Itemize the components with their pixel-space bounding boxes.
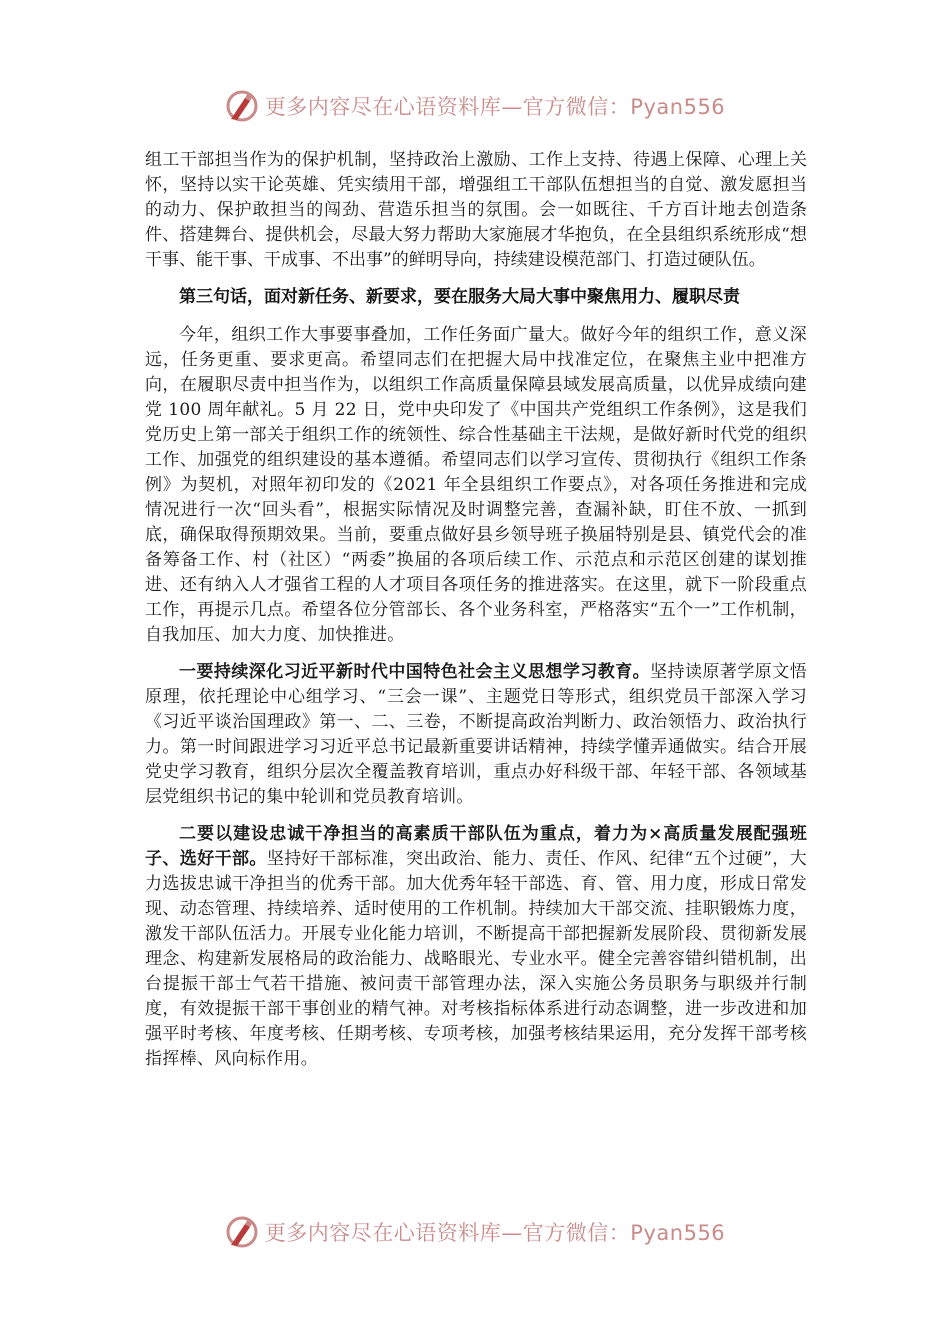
paragraph-continued: 组工干部担当作为的保护机制，坚持政治上激励、工作上支持、待遇上保障、心理上关怀，坚持以实干论英雄、凭实绩用干部，增强组工干部队伍想担当的自觉、激发愿担当的动力、保护敢担当的闯劲、营造乐担当的氛围。会一如既往、千方百计地去创造条件、搭建舞台、提供机会，尽最大努力帮助大家施展才华抱负，在全县组织系统形成“想干事、能干事、干成事、不出事”的鲜明导向，持续建设模范部门、打造过硬队伍。 [145,150,807,270]
paragraph-point-1 [145,660,807,810]
point-1-body: 坚持读原著学原文悟原理，依托理论中心组学习、“三会一课”、主题党日等形式，组织党员干部深入学习《习近平谈治国理政》第一、二、三卷，不断提高政治判断力、政治领悟力、政治执行力。第一时间跟进学习习近平总书记最新重要讲话精神，持续学懂弄通做实。结合开展党史学习教育，组织分层次全覆盖教育培训，重点办好科级干部、年轻干部、各领域基层党组织书记的集中轮训和党员教育培训。 [145,662,807,807]
point-1-lead: 一要持续深化习近平新时代中国特色社会主义思想学习教育。 [179,662,651,682]
document-body [145,148,807,1072]
header-watermark-text: 更多内容尽在心语资料库—官方微信：Pyan556 [264,95,726,119]
point-2-body: 坚持好干部标准，突出政治、能力、责任、作风、纪律“五个过硬”，大力选拔忠诚干净担当的优秀干部。加大优秀年轻干部选、育、管、用力度，形成日常发现、动态管理、持续培养、适时使用的工作机制。持续加大干部交流、挂职锻炼力度，激发干部队伍活力。开展专业化能力培训，不断提高干部把握新发展阶段、贯彻新发展理念、构建新发展格局的政治能力、战略眼光、专业水平。健全完善容错纠错机制，出台提振干部士气若干措施、被问责干部管理办法，深入实施公务员职务与职级并行制度，有效提振干部干事创业的精气神。对考核指标体系进行动态调整，进一步改进和加强平时考核、年度考核、任期考核、专项考核，加强考核结果运用，充分发挥干部考核指挥棒、风向标作用。 [145,849,807,1069]
paragraph-point-2 [145,822,807,1072]
point-2-lead: 二要以建设忠诚干净担当的高素质干部队伍为重点，着力为×高质量发展配强班子、选好干部。 [145,824,807,869]
pen-logo-icon [225,1215,259,1249]
footer-watermark-text: 更多内容尽在心语资料库—官方微信：Pyan556 [264,1221,726,1245]
header-watermark-banner [0,86,950,126]
paragraph-intro: 今年，组织工作大事要事叠加，工作任务面广量大。做好今年的组织工作，意义深远，任务更重、要求更高。希望同志们在把握大局中找准定位，在聚焦主业中把准方向，在履职尽责中担当作为，以组织工作高质量保障县域发展高质量，以优异成绩向建党 100 周年献礼。5 月 22 日，党中央印发了《中国共产党组织工作条例》，这是我们党历史上第一部关于组织工作的统领性、综合性基础主干法规，是做好新时代党的组织工作、加强党的组织建设的基本遵循。希望同志们以学习宣传、贯彻执行《组织工作条例》为契机，对照年初印发的《2021 年全县组织工作要点》，对各项任务推进和完成情况进行一次“回头看”，根据实际情况及时调整完善，查漏补缺，盯住不放、一抓到底，确保取得预期效果。当前，要重点做好县乡领导班子换届特别是县、镇党代会的准备筹备工作、村（社区）“两委”换届的各项后续工作、示范点和示范区创建的谋划推进、还有纳入人才强省工程的人才项目各项任务的推进落实。在这里，就下一阶段重点工作，再提示几点。希望各位分管部长、各个业务科室，严格落实“五个一”工作机制，自我加压、加大力度、加快推进。 [145,325,807,645]
section-heading: 第三句话，面对新任务、新要求，要在服务大局大事中聚焦用力、履职尽责 [179,287,740,307]
pen-logo-icon [225,89,259,123]
footer-watermark-banner [0,1212,950,1252]
